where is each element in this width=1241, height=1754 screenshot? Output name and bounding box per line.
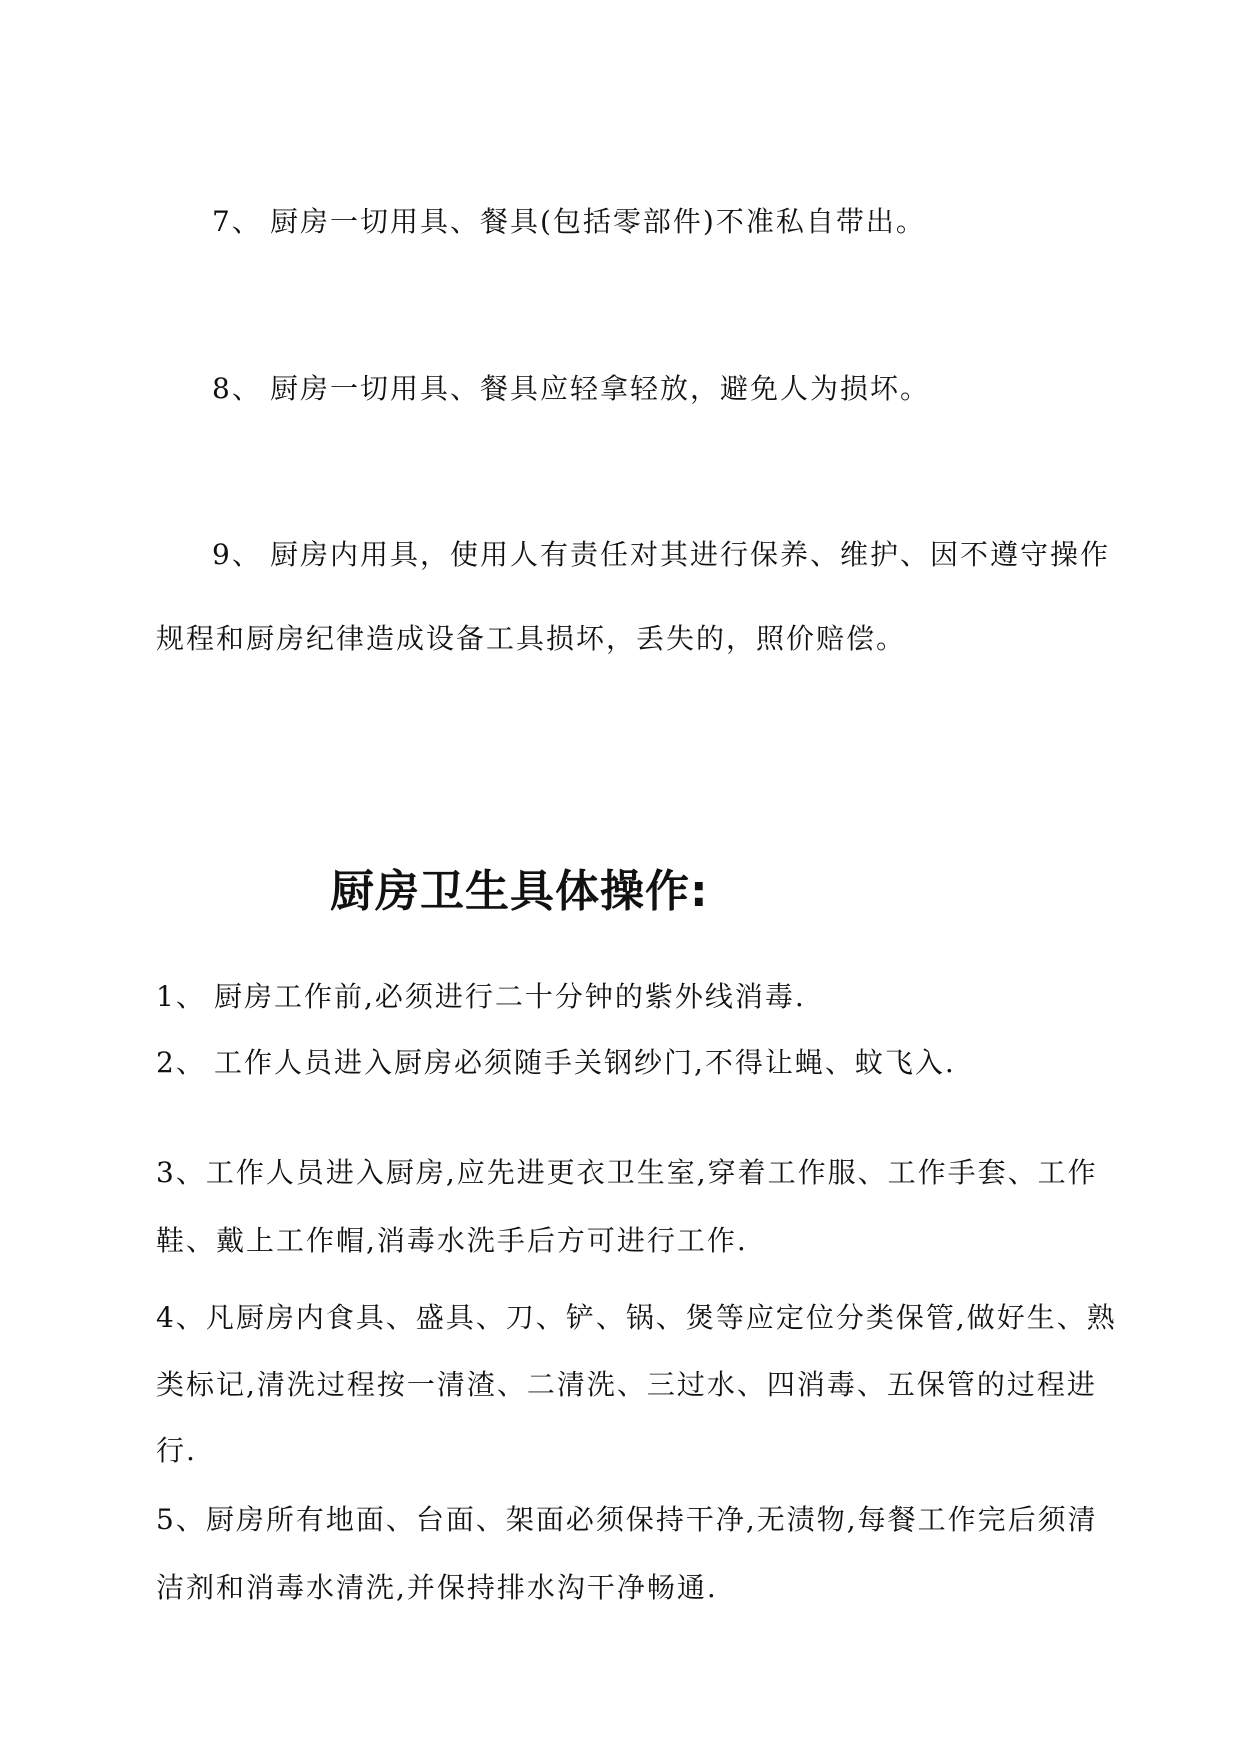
hygiene-text: 厨房工作前,必须进行二十分钟的紫外线消毒. — [214, 980, 806, 1013]
hygiene-item-3-line-2: 鞋、戴上工作帽,消毒水洗手后方可进行工作. — [156, 1224, 748, 1257]
rule-item-9-continuation: 规程和厨房纪律造成设备工具损坏，丢失的，照价赔偿。 — [156, 622, 907, 655]
rule-item-9 — [212, 538, 1110, 572]
hygiene-item-4-line-1: 4、凡厨房内食具、盛具、刀、铲、锅、煲等应定位分类保管,做好生、熟 — [156, 1301, 1117, 1334]
section-heading: 厨房卫生具体操作: — [330, 866, 709, 917]
rule-item-7 — [212, 205, 926, 239]
rule-number: 9、 — [212, 538, 262, 571]
hygiene-number: 1、 — [156, 980, 206, 1013]
hygiene-text: 工作人员进入厨房必须随手关钢纱门,不得让蝇、蚊飞入. — [214, 1046, 956, 1079]
rule-number: 8、 — [212, 372, 262, 405]
hygiene-number: 2、 — [156, 1046, 206, 1079]
rule-text: 厨房一切用具、餐具(包括零部件)不准私自带出。 — [270, 205, 926, 238]
hygiene-item-3-line-1: 3、工作人员进入厨房,应先进更衣卫生室,穿着工作服、工作手套、工作 — [156, 1156, 1098, 1189]
rule-item-8 — [212, 372, 930, 406]
hygiene-item-5-line-2: 洁剂和消毒水清洗,并保持排水沟干净畅通. — [156, 1571, 718, 1604]
hygiene-item-4-line-3: 行. — [156, 1434, 197, 1467]
hygiene-item-1 — [156, 980, 806, 1014]
rule-number: 7、 — [212, 205, 262, 238]
hygiene-item-2 — [156, 1046, 956, 1080]
rule-text: 厨房一切用具、餐具应轻拿轻放，避免人为损坏。 — [270, 372, 931, 405]
hygiene-item-5-line-1: 5、厨房所有地面、台面、架面必须保持干净,无渍物,每餐工作完后须清 — [156, 1503, 1098, 1536]
rule-text: 厨房内用具，使用人有责任对其进行保养、维护、因不遵守操作 — [270, 538, 1111, 571]
hygiene-item-4-line-2: 类标记,清洗过程按一清渣、二清洗、三过水、四消毒、五保管的过程进 — [156, 1368, 1097, 1401]
